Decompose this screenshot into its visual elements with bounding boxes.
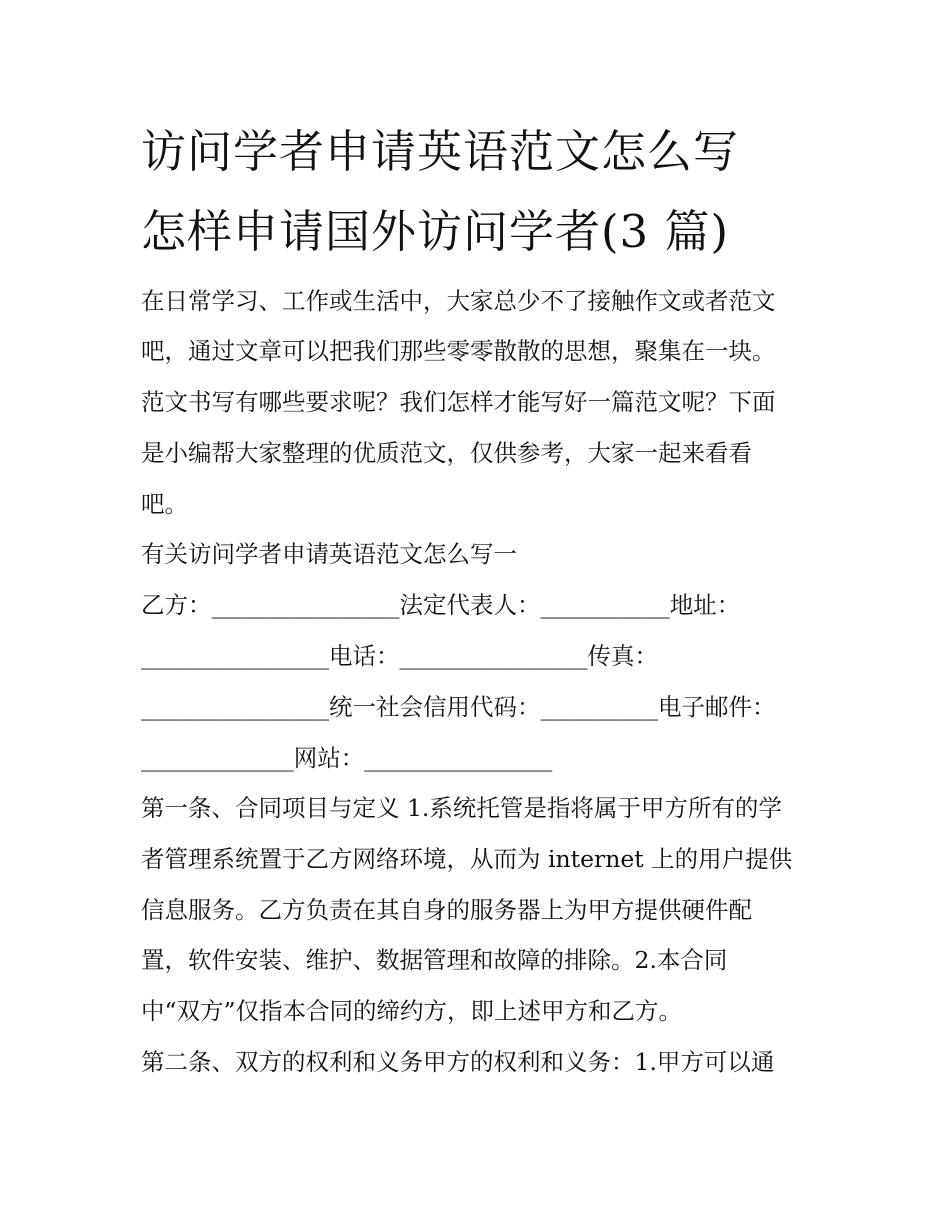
body-line: 在日常学习、工作或生活中，大家总少不了接触作文或者范文 — [141, 287, 776, 315]
form-line: ________________统一社会信用代码：__________电子邮件： — [141, 693, 776, 721]
form-line: _____________网站：________________ — [141, 744, 553, 772]
body-line: 置，软件安装、维护、数据管理和故障的排除。2.本合同 — [141, 946, 728, 974]
body-line: 信息服务。乙方负责在其自身的服务器上为甲方提供硬件配 — [141, 896, 752, 924]
form-line: 乙方：________________法定代表人：___________地址： — [141, 591, 741, 619]
body-line: 中“双方”仅指本合同的缔约方，即上述甲方和乙方。 — [141, 997, 683, 1025]
section-heading: 有关访问学者申请英语范文怎么写一 — [141, 540, 517, 568]
document-title — [141, 112, 841, 272]
body-line: 范文书写有哪些要求呢？我们怎样才能写好一篇范文呢？下面 — [141, 388, 776, 416]
body-line: 吧，通过文章可以把我们那些零零散散的思想，聚集在一块。 — [141, 337, 776, 365]
title-line: 怎样申请国外访问学者(3 篇) — [141, 205, 730, 258]
body-line: 第二条、双方的权利和义务甲方的权利和义务：1.甲方可以通 — [141, 1048, 775, 1076]
title-line: 访问学者申请英语范文怎么写 — [141, 125, 740, 178]
body-line: 第一条、合同项目与定义 1.系统托管是指将属于甲方所有的学 — [141, 794, 782, 822]
body-line: 吧。 — [141, 490, 188, 518]
form-line: ________________电话：________________传真： — [141, 642, 658, 670]
body-line: 者管理系统置于乙方网络环境，从而为 internet 上的用户提供 — [141, 845, 793, 873]
body-line: 是小编帮大家整理的优质范文，仅供参考，大家一起来看看 — [141, 439, 752, 467]
